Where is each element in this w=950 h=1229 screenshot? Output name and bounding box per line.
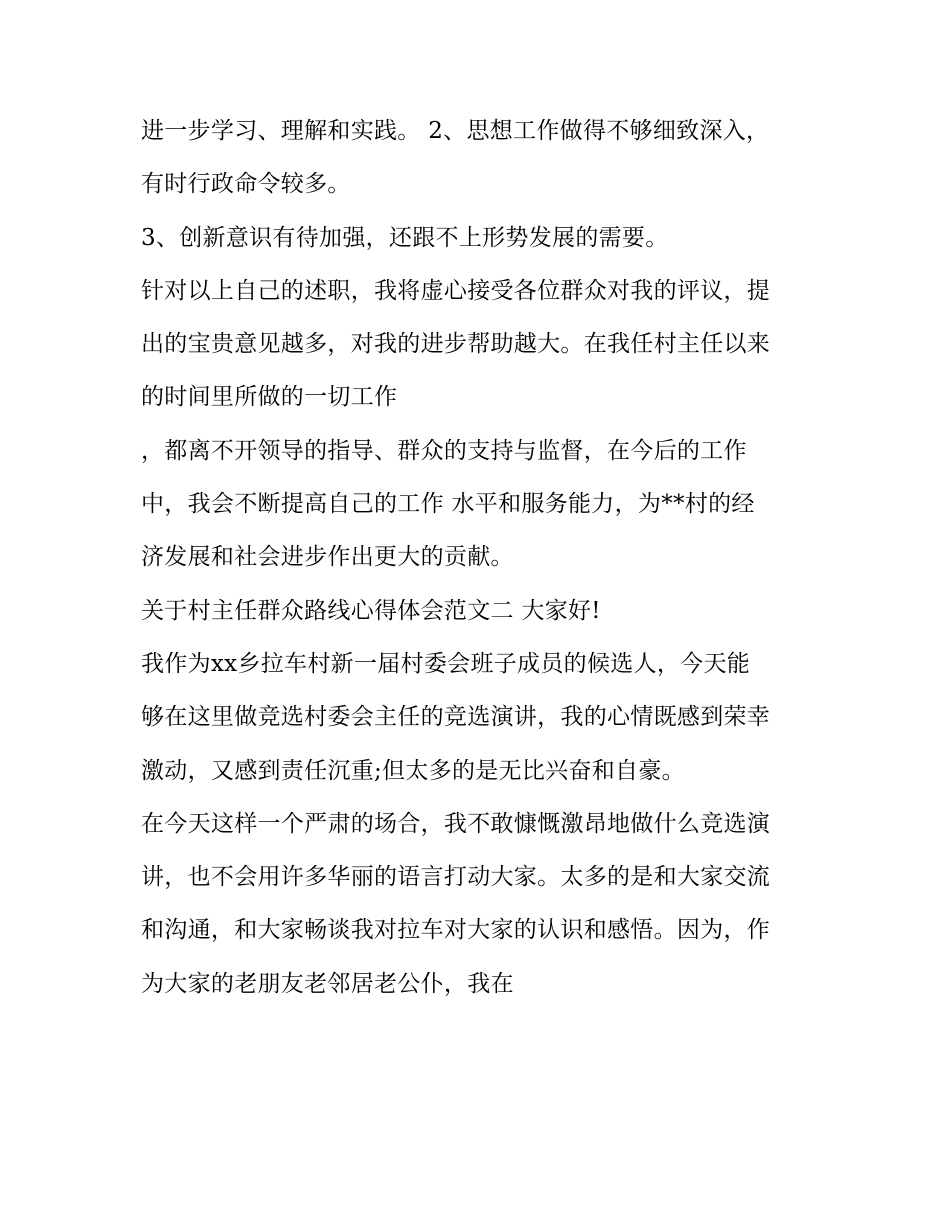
text-line: 讲，也不会用许多华丽的语言打动大家。太多的是和大家交流 [141, 864, 771, 891]
text-line: 为大家的老朋友老邻居老公仆，我在 [141, 970, 514, 997]
document-body [141, 105, 841, 1011]
text-line: 济发展和社会进步作出更大的贡献。 [141, 544, 514, 571]
text-line: 进一步学习、理解和实践。 2、思想工作做得不够细致深入， [141, 118, 770, 144]
text-line: 针对以上自己的述职，我将虚心接受各位群众对我的评议，提 [141, 277, 771, 304]
text-line: 出的宝贵意见越多，对我的进步帮助越大。在我任村主任以来 [141, 331, 771, 358]
text-line: ，都离不开领导的指导、群众的支持与监督，在今后的工作 [141, 437, 747, 464]
text-line: 和沟通，和大家畅谈我对拉车对大家的认识和感悟。因为，作 [141, 917, 771, 944]
text-line: 3、创新意识有待加强，还跟不上形势发展的需要。 [141, 224, 669, 251]
text-line: 激动，又感到责任沉重;但太多的是无比兴奋和自豪。 [141, 757, 685, 784]
section-heading-line: 关于村主任群众路线心得体会范文二 大家好! [141, 597, 601, 624]
text-line: 中，我会不断提高自己的工作 水平和服务能力，为**村的经 [141, 491, 755, 518]
text-line: 有时行政命令较多。 [141, 171, 351, 198]
text-line: 在今天这样一个严肃的场合，我不敢慷慨激昂地做什么竞选演 [141, 810, 771, 837]
text-line: 我作为xx乡拉车村新一届村委会班子成员的候选人，今天能 [141, 650, 751, 677]
text-line: 的时间里所做的一切工作 [141, 384, 398, 411]
text-line: 够在这里做竞选村委会主任的竞选演讲，我的心情既感到荣幸 [141, 704, 771, 731]
